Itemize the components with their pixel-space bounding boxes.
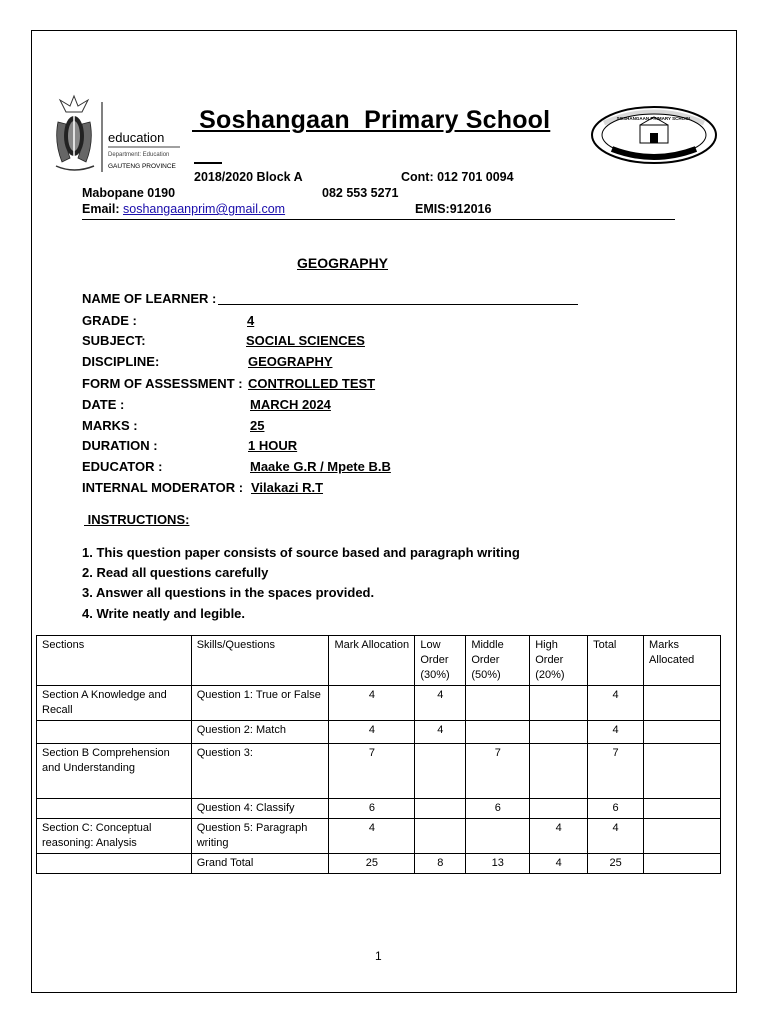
table-cell	[530, 721, 588, 744]
table-cell	[530, 744, 588, 799]
marks-allocated-cell[interactable]	[644, 819, 721, 854]
table-cell: 4	[329, 686, 415, 721]
instructions-heading: INSTRUCTIONS:	[84, 512, 190, 527]
table-cell: Section B Comprehension and Understanding	[37, 744, 192, 799]
table-cell: 25	[329, 854, 415, 874]
info-label-marks: MARKS :	[82, 418, 138, 433]
info-label-subject: SUBJECT:	[82, 333, 146, 348]
instruction-item: 4. Write neatly and legible.	[82, 606, 246, 621]
table-cell	[37, 799, 192, 819]
table-cell: 4	[415, 721, 466, 744]
info-label-discipline: DISCIPLINE:	[82, 354, 160, 369]
instruction-item: 2. Read all questions carefully	[82, 565, 269, 580]
table-cell: 13	[466, 854, 530, 874]
table-cell: 8	[415, 854, 466, 874]
table-cell: 7	[466, 744, 530, 799]
table-cell: 6	[588, 799, 644, 819]
contact-number: Cont: 012 701 0094	[401, 170, 514, 184]
table-cell	[415, 819, 466, 854]
email-line	[82, 202, 285, 216]
email-label: Email:	[82, 202, 123, 216]
info-value-discipline: GEOGRAPHY	[248, 354, 333, 369]
table-row	[37, 744, 721, 799]
table-cell: 6	[466, 799, 530, 819]
table-header: Total	[588, 636, 644, 686]
instruction-item: 1. This question paper consists of source based and paragraph writing	[82, 545, 520, 560]
info-value-moderator: Vilakazi R.T	[251, 480, 324, 495]
school-logo	[590, 105, 718, 165]
table-cell	[466, 819, 530, 854]
page-number: 1	[375, 949, 382, 963]
school-title: Soshangaan Primary School	[192, 106, 551, 134]
info-value-grade: 4	[247, 313, 255, 328]
table-cell: 4	[588, 819, 644, 854]
marks-allocated-cell[interactable]	[644, 744, 721, 799]
table-cell	[415, 799, 466, 819]
table-cell: 6	[329, 799, 415, 819]
table-header: Low Order (30%)	[415, 636, 466, 686]
info-value-date: MARCH 2024	[250, 397, 331, 412]
table-row	[37, 819, 721, 854]
table-cell	[37, 721, 192, 744]
table-row	[37, 721, 721, 744]
table-cell	[37, 854, 192, 874]
table-cell: Question 2: Match	[191, 721, 329, 744]
info-value-duration: 1 HOUR	[248, 438, 298, 453]
table-cell: 7	[329, 744, 415, 799]
table-cell: 4	[530, 854, 588, 874]
marks-allocation-table	[36, 635, 721, 874]
info-label-grade: GRADE :	[82, 313, 137, 328]
table-header: Mark Allocation	[329, 636, 415, 686]
table-cell: 4	[329, 721, 415, 744]
table-cell: Question 1: True or False	[191, 686, 329, 721]
svg-text:GAUTENG PROVINCE: GAUTENG PROVINCE	[108, 163, 176, 170]
table-header: Middle Order (50%)	[466, 636, 530, 686]
table-cell	[466, 686, 530, 721]
info-value-assessment: CONTROLLED TEST	[248, 376, 376, 391]
department-crest-logo	[52, 92, 184, 176]
contact-number-alt: 082 553 5271	[322, 186, 399, 200]
header-divider	[82, 219, 675, 220]
table-cell: 4	[588, 686, 644, 721]
table-cell: 4	[415, 686, 466, 721]
email-link[interactable]: soshangaanprim@gmail.com	[123, 202, 286, 216]
info-label-date: DATE :	[82, 397, 125, 412]
table-header: Marks Allocated	[644, 636, 721, 686]
table-cell: 4	[588, 721, 644, 744]
table-cell: 25	[588, 854, 644, 874]
svg-text:education: education	[108, 130, 165, 145]
table-cell: Question 4: Classify	[191, 799, 329, 819]
title-underline	[194, 162, 222, 164]
table-row	[37, 799, 721, 819]
table-header: Sections	[37, 636, 192, 686]
info-label-assessment: FORM OF ASSESSMENT :	[82, 376, 243, 391]
marks-allocated-cell[interactable]	[644, 799, 721, 819]
table-cell	[530, 686, 588, 721]
table-cell: 4	[329, 819, 415, 854]
table-row	[37, 686, 721, 721]
info-value-educator: Maake G.R / Mpete B.B	[250, 459, 391, 474]
table-header-row	[37, 636, 721, 686]
info-label-educator: EDUCATOR :	[82, 459, 163, 474]
table-row-grand-total	[37, 854, 721, 874]
table-cell: Question 3:	[191, 744, 329, 799]
info-label-name: NAME OF LEARNER :	[82, 291, 217, 306]
table-cell: 7	[588, 744, 644, 799]
table-cell: Section A Knowledge and Recall	[37, 686, 192, 721]
table-cell	[466, 721, 530, 744]
info-label-duration: DURATION :	[82, 438, 158, 453]
address-line-2: Mabopane 0190	[82, 186, 176, 200]
subject-heading: GEOGRAPHY	[297, 255, 389, 271]
table-header: Skills/Questions	[191, 636, 329, 686]
svg-text:Department: Education: Department: Education	[108, 152, 170, 158]
info-value-subject: SOCIAL SCIENCES	[246, 333, 365, 348]
instruction-item: 3. Answer all questions in the spaces provided.	[82, 585, 375, 600]
address-line-1: 2018/2020 Block A	[194, 170, 303, 184]
table-cell: Section C: Conceptual reasoning: Analysis	[37, 819, 192, 854]
info-label-moderator: INTERNAL MODERATOR :	[82, 480, 244, 495]
svg-text:SOSHANGAAN PRIMARY SCHOOL: SOSHANGAAN PRIMARY SCHOOL	[616, 116, 692, 121]
table-cell: Grand Total	[191, 854, 329, 874]
learner-name-line[interactable]	[218, 304, 578, 305]
info-value-marks: 25	[250, 418, 265, 433]
table-header: High Order (20%)	[530, 636, 588, 686]
table-cell: Question 5: Paragraph writing	[191, 819, 329, 854]
table-cell	[530, 799, 588, 819]
table-cell	[415, 744, 466, 799]
marks-allocated-cell[interactable]	[644, 721, 721, 744]
marks-allocated-cell[interactable]	[644, 686, 721, 721]
emis-number: EMIS:912016	[415, 202, 492, 216]
marks-allocated-cell[interactable]	[644, 854, 721, 874]
table-cell: 4	[530, 819, 588, 854]
